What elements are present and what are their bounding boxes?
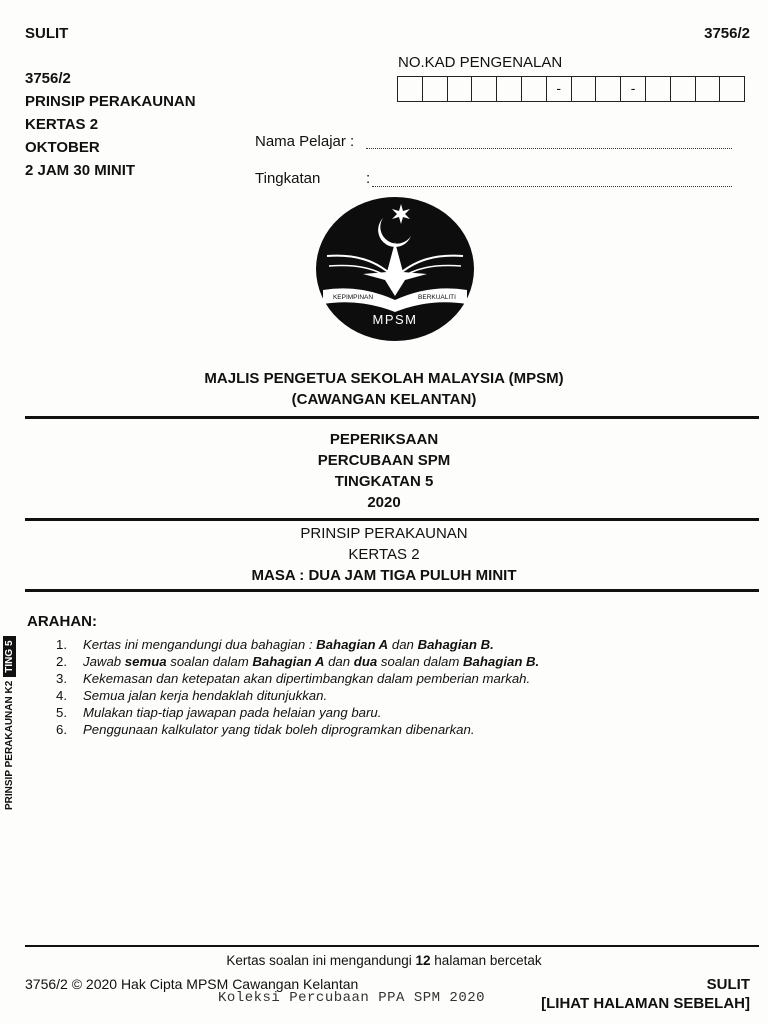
page-count-number: 12 bbox=[415, 953, 431, 968]
ic-cell[interactable] bbox=[422, 76, 447, 102]
spine-tag: TING 5 bbox=[3, 636, 16, 676]
instruction-text bbox=[83, 670, 530, 687]
divider bbox=[25, 518, 759, 521]
classification-top: SULIT bbox=[25, 25, 69, 42]
org-line-2: (CAWANGAN KELANTAN) bbox=[291, 391, 477, 408]
instruction-number: 3. bbox=[56, 671, 67, 686]
mpsm-logo bbox=[315, 196, 475, 342]
instruction-item bbox=[56, 687, 539, 704]
ic-cell[interactable] bbox=[645, 76, 670, 102]
instruction-fragment: Kertas ini mengandungi dua bahagian : bbox=[83, 637, 317, 652]
instruction-item bbox=[56, 636, 539, 653]
organisation-name bbox=[0, 368, 768, 410]
instruction-number: 6. bbox=[56, 722, 67, 737]
instruction-fragment: soalan dalam bbox=[377, 654, 464, 669]
ic-cell-dash: - bbox=[546, 76, 571, 102]
watermark-text: Koleksi Percubaan PPA SPM 2020 bbox=[218, 990, 486, 1006]
page-count-prefix: Kertas soalan ini mengandungi bbox=[226, 953, 416, 968]
logo-acronym: MPSM bbox=[372, 312, 418, 327]
subject-block bbox=[0, 523, 768, 586]
instruction-text bbox=[83, 687, 327, 704]
exam-line-4: 2020 bbox=[367, 494, 401, 511]
instruction-item bbox=[56, 704, 539, 721]
ic-cell[interactable] bbox=[571, 76, 596, 102]
instruction-number: 1. bbox=[56, 637, 67, 652]
instruction-item bbox=[56, 721, 539, 738]
exam-title bbox=[0, 429, 768, 513]
subject-paper: KERTAS 2 bbox=[348, 546, 420, 563]
instruction-number: 2. bbox=[56, 654, 67, 669]
form-field[interactable] bbox=[372, 172, 732, 187]
instruction-emphasis: semua bbox=[124, 654, 167, 669]
instructions-list bbox=[56, 636, 539, 738]
page-count-suffix: halaman bercetak bbox=[430, 953, 542, 968]
paper-code-top: 3756/2 bbox=[704, 25, 750, 42]
ic-cell[interactable] bbox=[397, 76, 422, 102]
spine-label bbox=[0, 640, 20, 810]
instruction-fragment: dan bbox=[324, 654, 354, 669]
instruction-fragment: Jawab bbox=[83, 654, 125, 669]
spine-text: PRINSIP PERAKAUNAN K2 bbox=[4, 680, 15, 810]
divider bbox=[25, 416, 759, 419]
ic-cell[interactable] bbox=[670, 76, 695, 102]
form-colon: : bbox=[366, 170, 371, 187]
instruction-text bbox=[83, 653, 539, 670]
divider bbox=[25, 945, 759, 947]
instruction-fragment: Mulakan tiap-tiap jawapan pada helaian yang baru. bbox=[83, 705, 382, 720]
instructions-heading: ARAHAN: bbox=[27, 613, 97, 630]
exam-line-1: PEPERIKSAAN bbox=[329, 431, 439, 448]
instruction-emphasis: Bahagian B. bbox=[463, 654, 540, 669]
instruction-fragment: soalan dalam bbox=[166, 654, 253, 669]
ic-label: NO.KAD PENGENALAN bbox=[398, 54, 563, 71]
instruction-fragment: Kekemasan dan ketepatan akan dipertimbangkan dalam pemberian markah. bbox=[83, 671, 531, 686]
exam-line-2: PERCUBAAN SPM bbox=[317, 452, 451, 469]
paper-code: 3756/2 bbox=[25, 70, 71, 87]
instruction-item bbox=[56, 670, 539, 687]
next-page-note: [LIHAT HALAMAN SEBELAH] bbox=[541, 995, 750, 1012]
form-label: Tingkatan bbox=[255, 170, 321, 187]
ic-cell[interactable] bbox=[471, 76, 496, 102]
instruction-fragment: Semua jalan kerja hendaklah ditunjukkan. bbox=[83, 688, 328, 703]
paper-info-block bbox=[25, 67, 196, 182]
ic-cell[interactable] bbox=[695, 76, 720, 102]
subject-title: PRINSIP PERAKAUNAN bbox=[25, 93, 196, 110]
org-line-1: MAJLIS PENGETUA SEKOLAH MALAYSIA (MPSM) bbox=[204, 370, 564, 387]
copyright-notice: 3756/2 © 2020 Hak Cipta MPSM Cawangan Kelantan bbox=[25, 976, 359, 992]
ic-cell[interactable] bbox=[595, 76, 620, 102]
exam-month: OKTOBER bbox=[25, 139, 100, 156]
exam-line-3: TINGKATAN 5 bbox=[334, 473, 434, 490]
ic-number-boxes[interactable] bbox=[397, 76, 745, 102]
logo-banner-left: KEPIMPINAN bbox=[332, 294, 374, 301]
instruction-text bbox=[83, 636, 494, 653]
name-field[interactable] bbox=[366, 134, 732, 149]
name-label: Nama Pelajar : bbox=[255, 133, 355, 150]
ic-cell[interactable] bbox=[496, 76, 521, 102]
instruction-emphasis: Bahagian A bbox=[252, 654, 325, 669]
instruction-emphasis: Bahagian B. bbox=[417, 637, 494, 652]
classification-bottom: SULIT bbox=[706, 976, 750, 993]
subject-duration: MASA : DUA JAM TIGA PULUH MINIT bbox=[251, 567, 517, 584]
exam-duration: 2 JAM 30 MINIT bbox=[25, 162, 136, 179]
instruction-emphasis: Bahagian A bbox=[316, 637, 389, 652]
ic-cell[interactable] bbox=[719, 76, 745, 102]
ic-cell[interactable] bbox=[521, 76, 546, 102]
instruction-fragment: Penggunaan kalkulator yang tidak boleh diprogramkan dibenarkan. bbox=[83, 722, 475, 737]
subject-name: PRINSIP PERAKAUNAN bbox=[300, 525, 468, 542]
instruction-emphasis: dua bbox=[353, 654, 378, 669]
instruction-text bbox=[83, 704, 381, 721]
ic-cell-dash: - bbox=[620, 76, 645, 102]
page-count-note bbox=[0, 953, 768, 968]
instruction-number: 5. bbox=[56, 705, 67, 720]
logo-banner-right: BERKUALITI bbox=[418, 294, 456, 301]
paper-number: KERTAS 2 bbox=[25, 116, 99, 133]
instruction-number: 4. bbox=[56, 688, 67, 703]
ic-cell[interactable] bbox=[447, 76, 472, 102]
divider bbox=[25, 589, 759, 592]
instruction-fragment: dan bbox=[388, 637, 418, 652]
instruction-item bbox=[56, 653, 539, 670]
instruction-text bbox=[83, 721, 475, 738]
